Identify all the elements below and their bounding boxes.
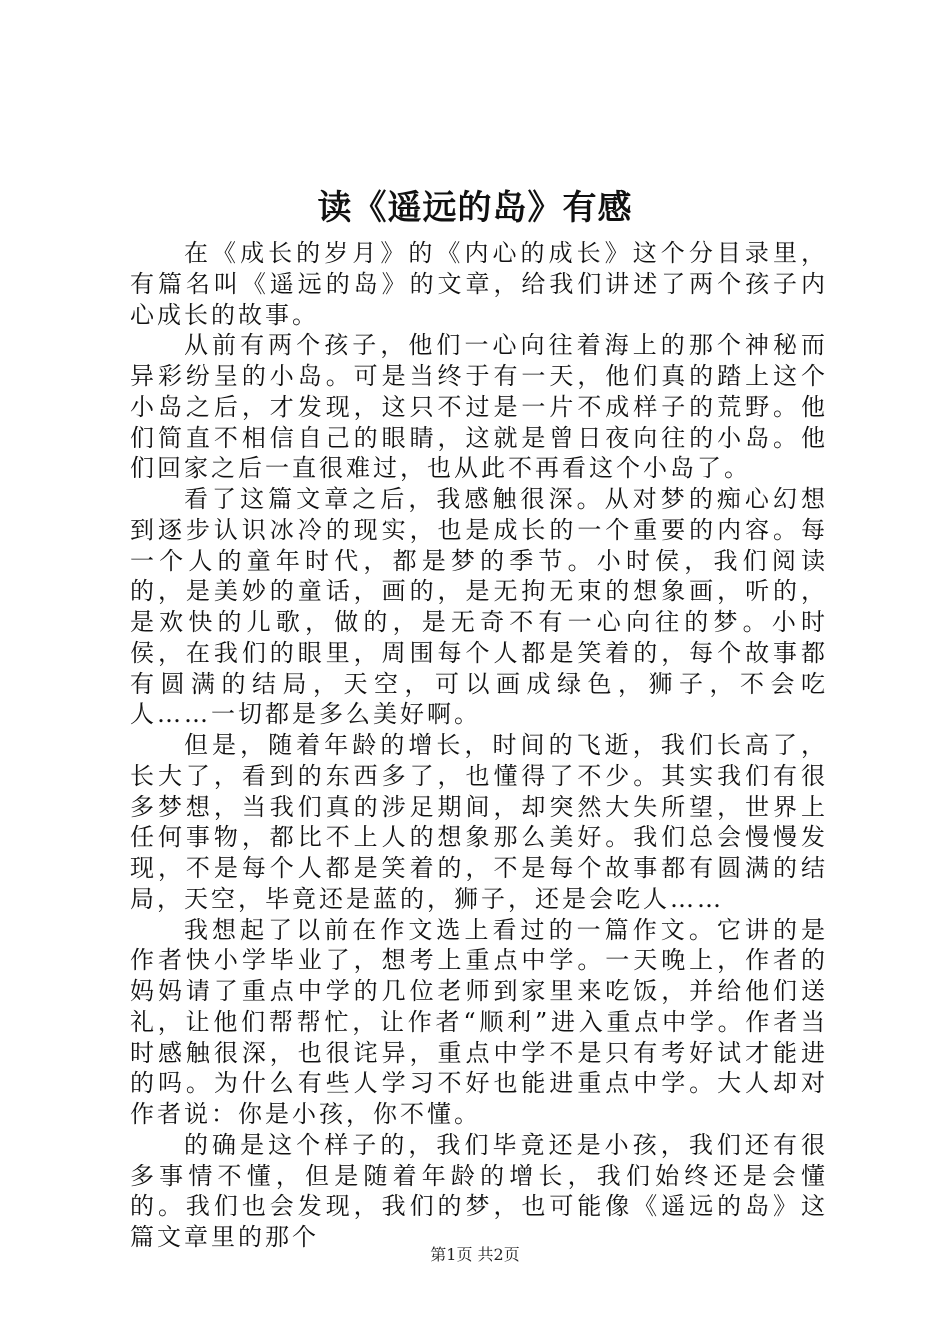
paragraph-5: 我想起了以前在作文选上看过的一篇作文。它讲的是作者快小学毕业了，想考上重点中学。一天晚上，作者的妈妈请了重点中学的几位老师到家里来吃饭，并给他们送礼，让他们帮帮忙，让作者“顺利”进入重点中学。作者当时感触很深，也很诧异，重点中学不是只有考好试才能进的吗。为什么有些人学习不好也能进重点中学。大人却对作者说：你是小孩，你不懂。 [130, 915, 828, 1128]
paragraph-1: 在《成长的岁月》的《内心的成长》这个分目录里，有篇名叫《遥远的岛》的文章，给我们讲述了两个孩子内心成长的故事。 [130, 239, 828, 329]
paragraph-3: 看了这篇文章之后，我感触很深。从对梦的痴心幻想到逐步认识冰冷的现实，也是成长的一个重要的内容。每一个人的童年时代，都是梦的季节。小时侯，我们阅读的，是美妙的童话，画的，是无拘无束的想象画，听的，是欢快的儿歌，做的，是无奇不有一心向往的梦。小时侯，在我们的眼里，周围每个人都是笑着的，每个故事都有圆满的结局，天空，可以画成绿色，狮子，不会吃人……一切都是多么美好啊。 [130, 485, 828, 729]
page-footer: 第1页 共2页 [430, 1245, 520, 1264]
paragraph-6: 的确是这个样子的，我们毕竟还是小孩，我们还有很多事情不懂，但是随着年龄的增长，我们始终还是会懂的。我们也会发现，我们的梦，也可能像《遥远的岛》这篇文章里的那个 [130, 1130, 828, 1251]
paragraph-2: 从前有两个孩子，他们一心向往着海上的那个神秘而异彩纷呈的小岛。可是当终于有一天，他们真的踏上这个小岛之后，才发现，这只不过是一片不成样子的荒野。他们简直不相信自己的眼睛，这就是曾日夜向往的小岛。他们回家之后一直很难过，也从此不再看这个小岛了。 [130, 331, 828, 483]
document-body [130, 238, 828, 1253]
document-title: 读《遥远的岛》有感 [317, 188, 633, 228]
paragraph-4: 但是，随着年龄的增长，时间的飞逝，我们长高了，长大了，看到的东西多了，也懂得了不少。其实我们有很多梦想，当我们真的涉足期间，却突然大失所望，世界上任何事物，都比不上人的想象那么美好。我们总会慢慢发现，不是每个人都是笑着的，不是每个故事都有圆满的结局，天空，毕竟还是蓝的，狮子，还是会吃人…… [130, 731, 828, 913]
